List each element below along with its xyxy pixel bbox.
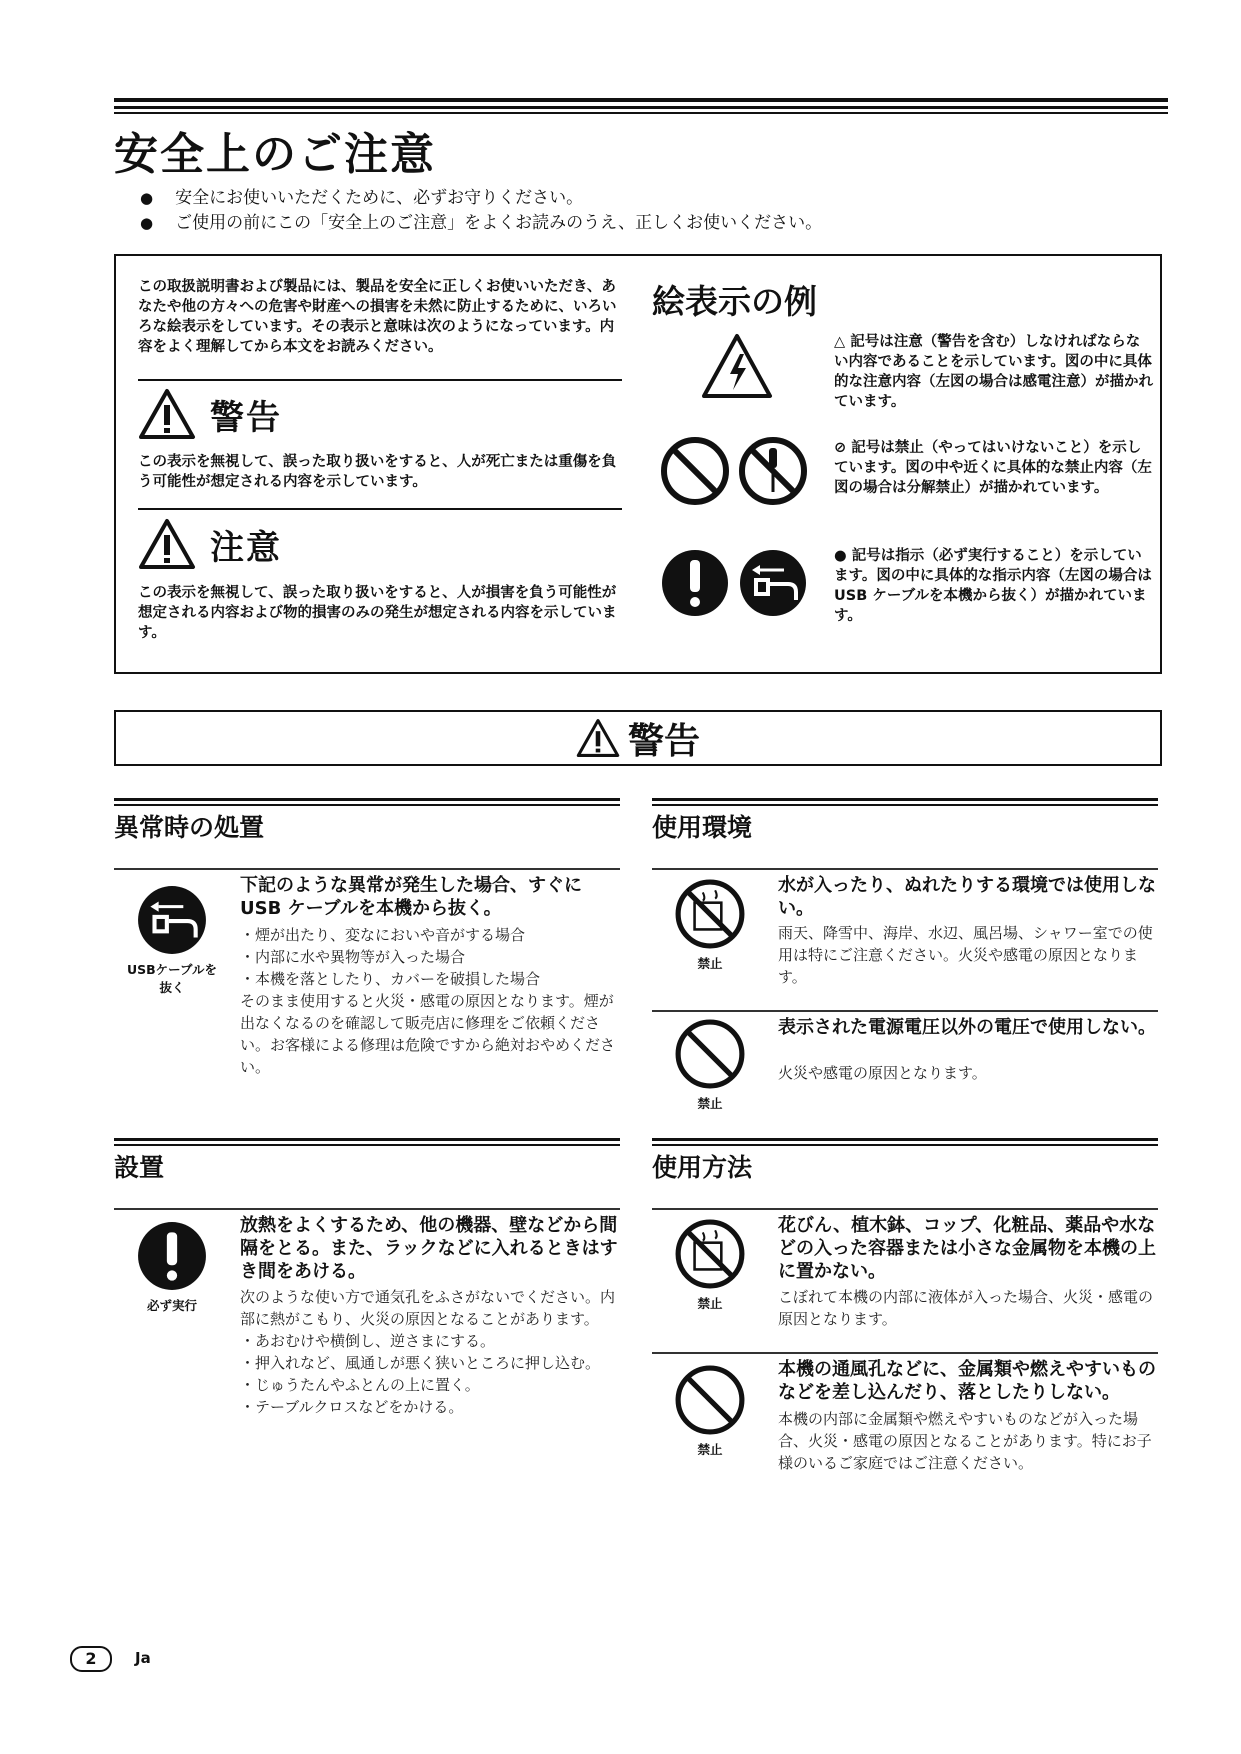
warning-banner [114, 710, 1162, 766]
header-rule [114, 112, 1168, 114]
item-body: 本機の内部に金属類や燃えやすいものなどが入った場合、火災・感電の原因となることがあります。特にお子様のいるご家庭ではご注意ください。 [778, 1410, 1152, 1472]
bullet-item [140, 186, 822, 211]
legend-intro: この取扱説明書および製品には、製品を安全に正しくお使いいただき、あなたや他の方々への危害や財産への損害を未然に防止するために、いろいろな絵表示をしています。その表示と意味は次のようになっています。内容をよく理解してから本文をお読みください。 [138, 279, 617, 355]
prohibition-small-icon: ⊘ [834, 440, 852, 456]
divider [138, 379, 622, 381]
body-line: ・あおむけや横倒し、逆さまにする。 [240, 1332, 496, 1350]
caution-label: 注意 [210, 527, 282, 568]
body-line: ・押入れなど、風通しが悪く狭いところに押し込む。 [240, 1354, 601, 1372]
example-text-caution: △ 記号は注意（警告を含む）しなければならない内容であることを示しています。図の中に具体的な注意内容（左図の場合は感電注意）が描かれています。 [834, 334, 1153, 410]
mandatory-icon [136, 1220, 208, 1292]
prohibition-icon [674, 1364, 746, 1436]
header-rule [114, 106, 1168, 109]
body-line: そのまま使用すると火災・感電の原因となります。煙が出なくなるのを確認して販売店に修理をご依頼ください。お客様による修理は危険ですから絶対おやめください。 [240, 992, 616, 1076]
example-text-mandatory: ● 記号は指示（必ず実行すること）を示しています。図の中に具体的な指示内容（左図の場合はUSB ケーブルを本機から抜く）が描かれています。 [834, 548, 1152, 624]
section-title-abnormal: 異常時の処置 [114, 813, 265, 842]
icon-caption: 禁止 [697, 1296, 723, 1311]
divider [652, 1208, 1158, 1210]
mandatory-small-icon: ● [834, 548, 852, 564]
body-line: ・テーブルクロスなどをかける。 [240, 1398, 464, 1416]
divider [652, 868, 1158, 870]
no-disassembly-icon [738, 436, 808, 506]
page-title: 安全上のご注意 [114, 129, 436, 180]
section-rule [652, 1144, 1158, 1146]
bullet-text: ご使用の前にこの「安全上のご注意」をよくお読みのうえ、正しくお使いください。 [175, 213, 823, 233]
section-title-usage: 使用方法 [652, 1153, 753, 1182]
item-body [240, 1286, 620, 1418]
caution-small-icon: △ [834, 334, 851, 350]
page-number: 2 [70, 1646, 112, 1672]
banner-label: 警告 [627, 720, 700, 762]
bullet-item [140, 211, 822, 236]
no-water-icon [674, 878, 746, 950]
section-title-environment: 使用環境 [652, 813, 753, 842]
icon-caption: USBケーブルを抜く [126, 962, 218, 995]
header-rule [114, 98, 1168, 102]
icon-caption: 必ず実行 [146, 1298, 197, 1313]
item-heading: 花びん、植木鉢、コップ、化粧品、薬品や水などの入った容器または小さな金属物を本機の上に置かない。 [778, 1215, 1156, 1282]
mandatory-icon [660, 548, 730, 618]
language-code: Ja [135, 1649, 151, 1667]
item-heading: 水が入ったり、ぬれたりする環境では使用しない。 [778, 875, 1156, 919]
divider [138, 508, 622, 510]
divider [652, 1010, 1158, 1012]
section-rule [114, 798, 620, 801]
item-heading: 下記のような異常が発生した場合、すぐにUSB ケーブルを本機から抜く。 [240, 875, 582, 919]
item-heading: 放熱をよくするため、他の機器、壁などから間隔をとる。また、ラックなどに入れるときはすき間をあける。 [240, 1215, 618, 1282]
section-rule [652, 1138, 1158, 1141]
section-rule [114, 1144, 620, 1146]
warning-description: この表示を無視して、誤った取り扱いをすると、人が死亡または重傷を負う可能性が想定される内容を示しています。 [138, 454, 617, 490]
item-body: こぼれて本機の内部に液体が入った場合、火災・感電の原因となります。 [778, 1288, 1154, 1328]
caution-triangle-icon [138, 518, 196, 570]
warning-triangle-icon [138, 388, 196, 440]
divider [652, 1352, 1158, 1354]
warning-signal [138, 388, 282, 440]
body-line: ・内部に水や異物等が入った場合 [240, 948, 466, 966]
section-rule [114, 1138, 620, 1141]
bullet-icon: ● [140, 189, 154, 207]
intro-bullets [140, 186, 822, 236]
caution-signal [138, 518, 282, 570]
item-heading: 本機の通風孔などに、金属類や燃えやすいものなどを差し込んだり、落としたりしない。 [778, 1359, 1156, 1403]
unplug-usb-icon [738, 548, 808, 618]
icon-caption: 禁止 [697, 1442, 723, 1457]
bullet-icon: ● [140, 214, 154, 232]
prohibition-icon [660, 436, 730, 506]
body-line: ・じゅうたんやふとんの上に置く。 [240, 1376, 480, 1394]
section-rule [652, 798, 1158, 801]
caution-description: この表示を無視して、誤った取り扱いをすると、人が損害を負う可能性が想定される内容および物的損害のみの発生が想定される内容を示しています。 [138, 585, 617, 641]
icon-caption: 禁止 [697, 956, 723, 971]
unplug-usb-icon [136, 884, 208, 956]
item-body: 雨天、降雪中、海岸、水辺、風呂場、シャワー室での使用は特にご注意ください。火災や感電の原因となります。 [778, 924, 1153, 986]
example-text-prohibition: ⊘ 記号は禁止（やってはいけないこと）を示しています。図の中や近くに具体的な禁止内容（左図の場合は分解禁止）が描かれています。 [834, 440, 1152, 496]
no-water-icon [674, 1218, 746, 1290]
item-body: 火災や感電の原因となります。 [778, 1064, 987, 1082]
icon-caption: 禁止 [697, 1096, 723, 1111]
item-heading: 表示された電源電圧以外の電圧で使用しない。 [778, 1017, 1156, 1038]
electric-shock-warning-icon [700, 332, 774, 400]
section-rule [652, 804, 1158, 806]
examples-title: 絵表示の例 [652, 282, 817, 321]
body-line: ・本機を落としたり、カバーを破損した場合 [240, 970, 541, 988]
warning-triangle-icon [576, 718, 620, 758]
section-title-installation: 設置 [114, 1153, 165, 1182]
item-body [240, 924, 620, 1078]
divider [114, 1208, 620, 1210]
body-line: ・煙が出たり、変なにおいや音がする場合 [240, 926, 526, 944]
warning-label: 警告 [210, 397, 282, 438]
divider [114, 868, 620, 870]
prohibition-icon [674, 1018, 746, 1090]
section-rule [114, 804, 620, 806]
bullet-text: 安全にお使いいただくために、必ずお守りください。 [175, 188, 584, 208]
body-line: 次のような使い方で通気孔をふさがないでください。内部に熱がこもり、火災の原因となることがあります。 [240, 1288, 616, 1328]
